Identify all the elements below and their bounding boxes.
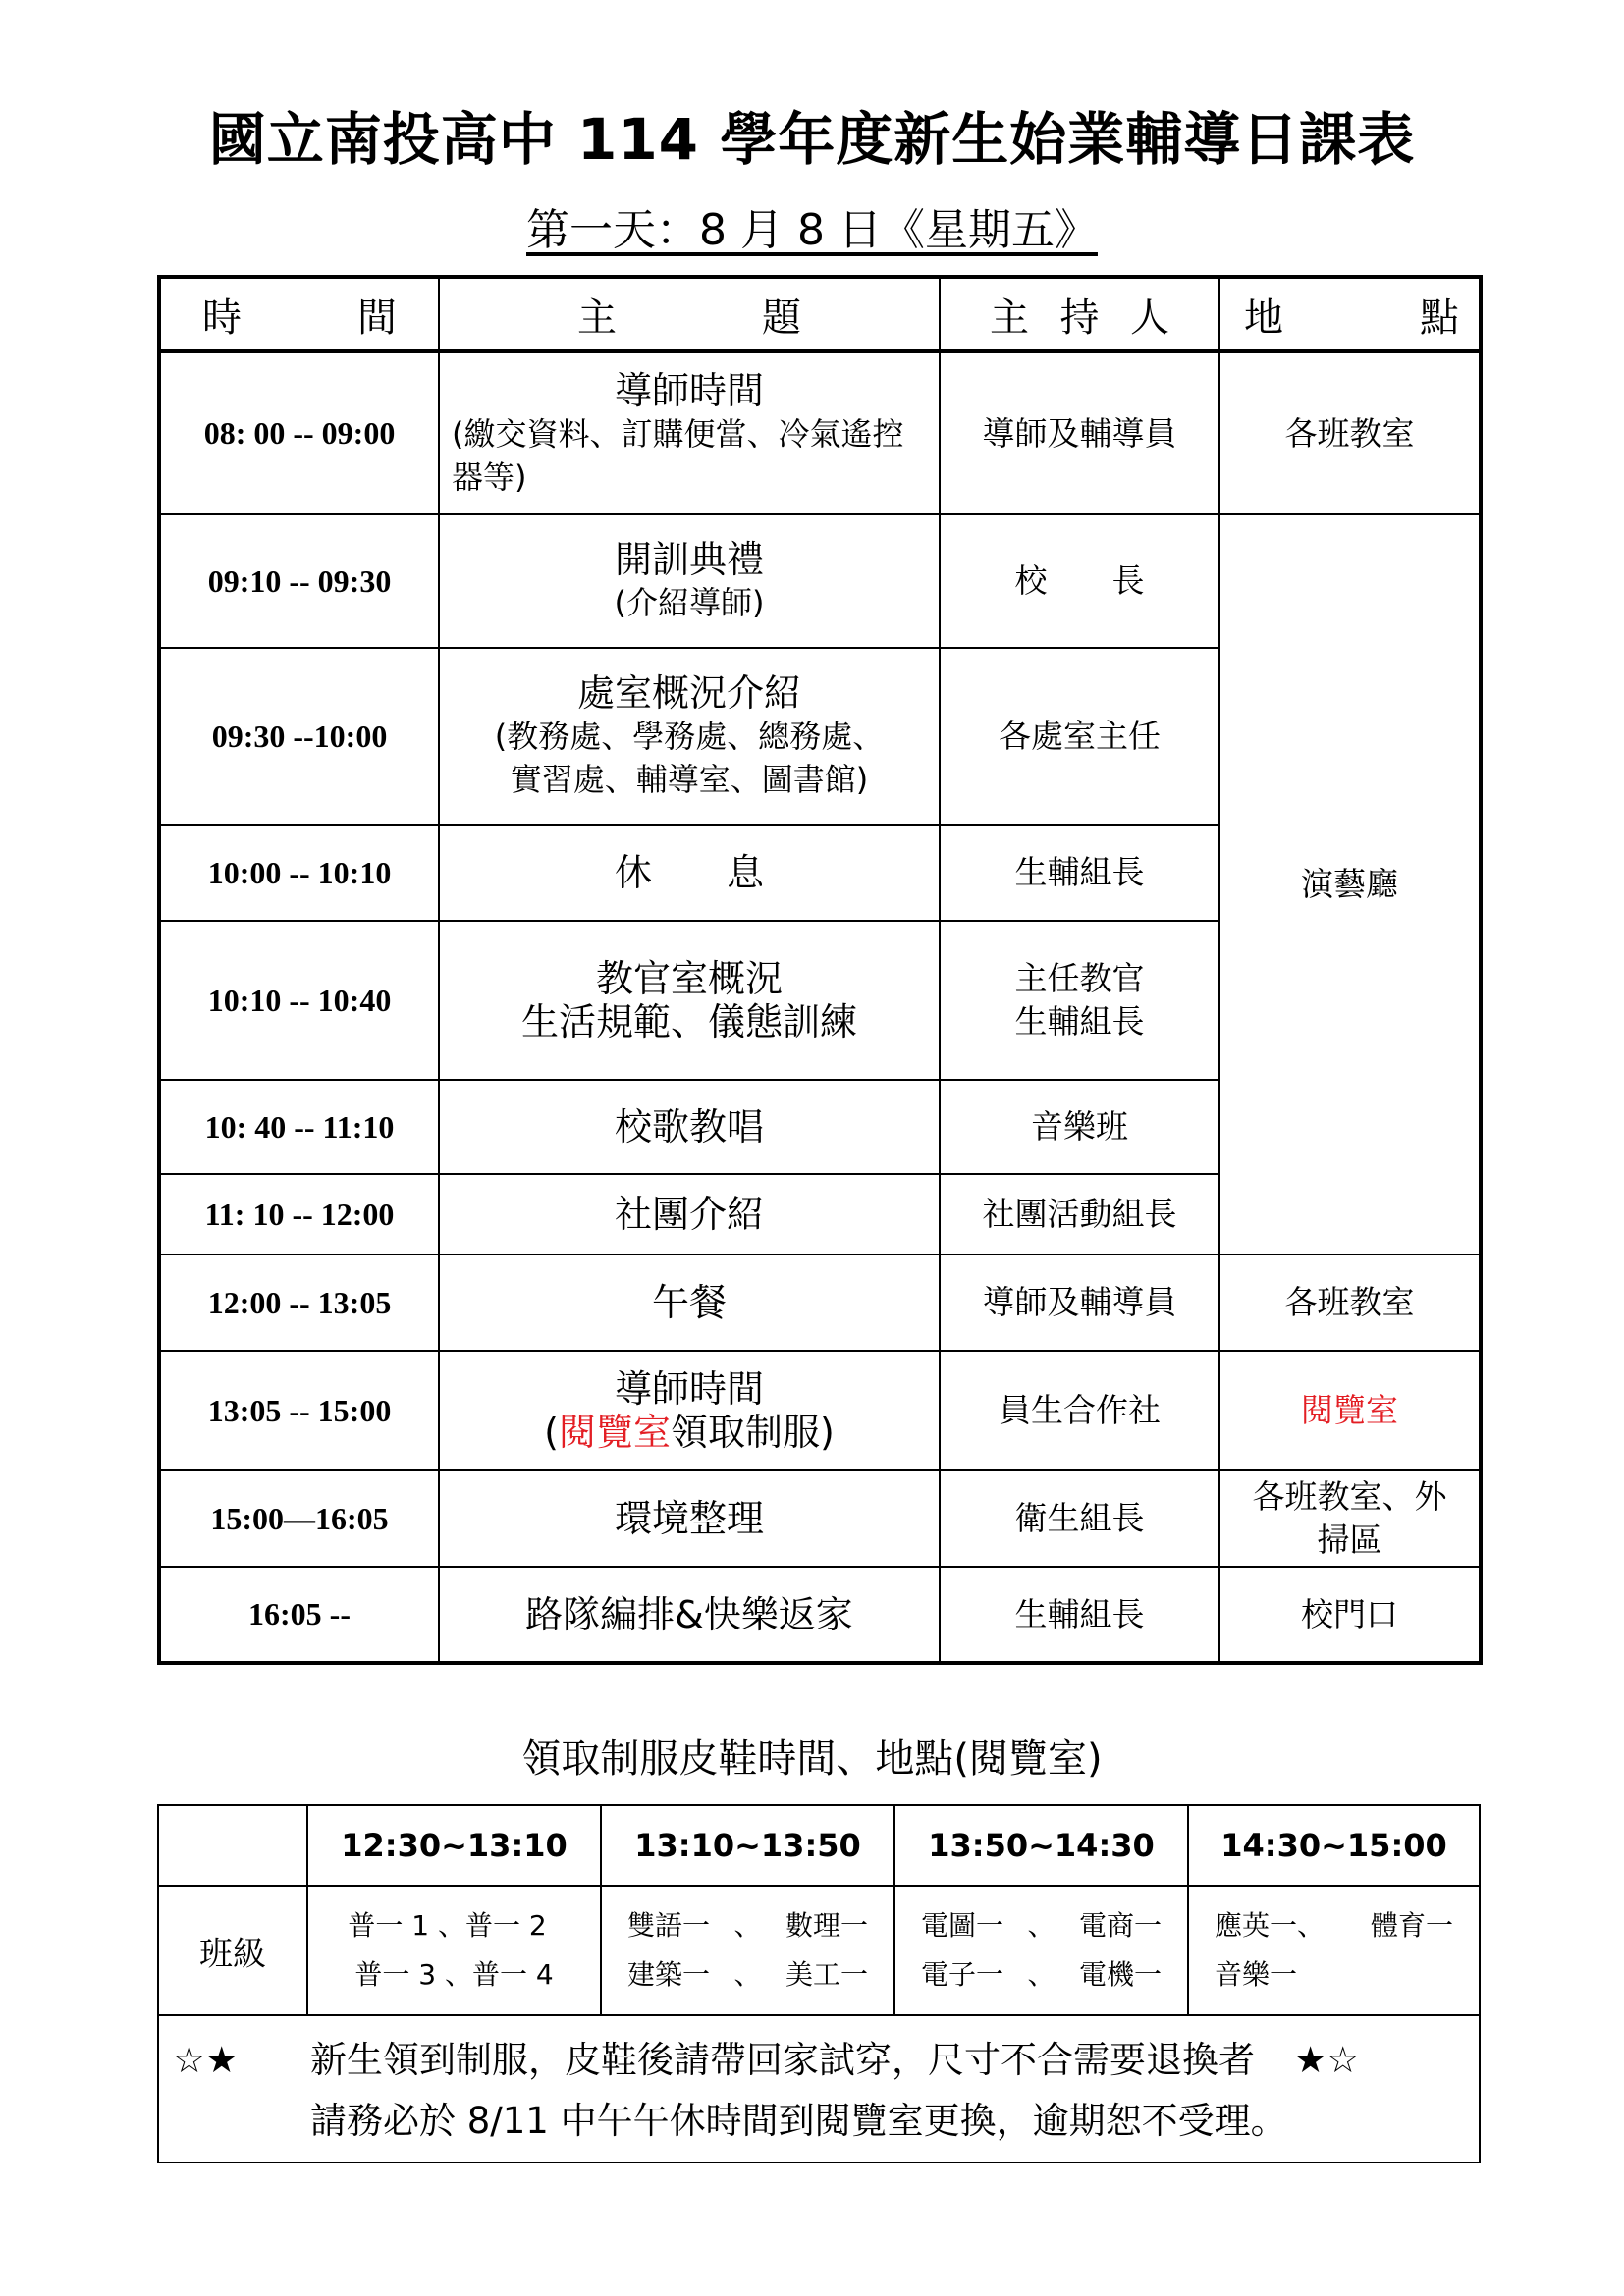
row-time: 09:10 -- 09:30: [159, 514, 439, 648]
table-row: [159, 351, 1481, 514]
row-place: 演藝廳: [1219, 514, 1481, 1255]
row-topic: 環境整理: [439, 1470, 940, 1567]
table-row: [159, 1470, 1481, 1567]
row-topic: 處室概況介紹 (教務處、學務處、總務處、實習處、輔導室、圖書館): [439, 648, 940, 825]
notice-line-2: 請務必於 8/11 中午午休時間到閱覽室更換，逾期恕不受理。: [310, 2100, 1287, 2142]
row-topic: 路隊編排&快樂返家: [439, 1567, 940, 1663]
row-time: 10:10 -- 10:40: [159, 921, 439, 1080]
row-host: 社團活動組長: [940, 1174, 1219, 1255]
row-time: 08: 00 -- 09:00: [159, 351, 439, 514]
table-row: [159, 1255, 1481, 1351]
row-topic: 午餐: [439, 1255, 940, 1351]
row-topic: 導師時間 (閱覽室領取制服): [439, 1351, 940, 1470]
class-cell: 雙語一 、 數理一 建築一 、 美工一: [601, 1886, 894, 2015]
table-row: [159, 514, 1481, 648]
row-host: 主任教官 生輔組長: [940, 921, 1219, 1080]
row-topic: 教官室概況 生活規範、儀態訓練: [439, 921, 940, 1080]
notice-line-1: 新生領到制服，皮鞋後請帶回家試穿，尺寸不合需要退換者: [310, 2039, 1255, 2081]
row-label: 班級: [158, 1886, 307, 2015]
row-host: 音樂班: [940, 1080, 1219, 1174]
star-icon: ☆★: [173, 2039, 239, 2081]
time-slot: 13:50~14:30: [894, 1805, 1188, 1886]
row-time: 13:05 -- 15:00: [159, 1351, 439, 1470]
schedule-table: [157, 275, 1483, 1665]
row-host: 衛生組長: [940, 1470, 1219, 1567]
class-row: [158, 1886, 1480, 2015]
header-host: 主 持 人: [940, 277, 1219, 351]
reading-room-highlight: 閱覽室: [558, 1411, 671, 1454]
row-time: 12:00 -- 13:05: [159, 1255, 439, 1351]
uniform-pickup-table: [157, 1804, 1481, 2163]
row-host: 員生合作社: [940, 1351, 1219, 1470]
row-time: 16:05 --: [159, 1567, 439, 1663]
row-host: 生輔組長: [940, 825, 1219, 921]
row-time: 10: 40 -- 11:10: [159, 1080, 439, 1174]
corner-cell: [158, 1805, 307, 1886]
slot-header-row: [158, 1805, 1480, 1886]
row-place: 各班教室、外掃區: [1219, 1470, 1481, 1567]
row-host: 導師及輔導員: [940, 1255, 1219, 1351]
table-row: [159, 1351, 1481, 1470]
day-subtitle: 第一天：8 月 8 日《星期五》: [526, 205, 1098, 255]
time-slot: 12:30~13:10: [307, 1805, 601, 1886]
row-topic: 社團介紹: [439, 1174, 940, 1255]
row-place: 校門口: [1219, 1567, 1481, 1663]
uniform-section-title: 領取制服皮鞋時間、地點(閱覽室): [521, 1736, 1103, 1782]
schedule-header-row: [159, 277, 1481, 351]
notice-cell: [158, 2015, 1480, 2163]
page-title: 國立南投高中 114 學年度新生始業輔導日課表: [208, 106, 1416, 173]
row-time: 10:00 -- 10:10: [159, 825, 439, 921]
row-topic: 開訓典禮 (介紹導師): [439, 514, 940, 648]
row-host: 生輔組長: [940, 1567, 1219, 1663]
notice-row: [158, 2015, 1480, 2163]
row-time: 09:30 --10:00: [159, 648, 439, 825]
row-time: 11: 10 -- 12:00: [159, 1174, 439, 1255]
class-cell: 電圖一 、 電商一 電子一 、 電機一: [894, 1886, 1188, 2015]
time-slot: 14:30~15:00: [1188, 1805, 1480, 1886]
row-place: 閱覽室: [1219, 1351, 1481, 1470]
star-icon: ★☆: [1294, 2039, 1360, 2081]
row-topic: 導師時間 (繳交資料、訂購便當、冷氣遙控器等): [439, 351, 940, 514]
row-host: 校 長: [940, 514, 1219, 648]
header-topic: 主 題: [439, 277, 940, 351]
table-row: [159, 1567, 1481, 1663]
row-host: 各處室主任: [940, 648, 1219, 825]
class-cell: 應英一、 體育一 音樂一: [1188, 1886, 1480, 2015]
row-time: 15:00—16:05: [159, 1470, 439, 1567]
header-place: 地 點: [1219, 277, 1481, 351]
row-topic: 休 息: [439, 825, 940, 921]
header-time: 時 間: [159, 277, 439, 351]
class-cell: 普一 1 、普一 2 普一 3 、普一 4: [307, 1886, 601, 2015]
row-host: 導師及輔導員: [940, 351, 1219, 514]
row-topic: 校歌教唱: [439, 1080, 940, 1174]
time-slot: 13:10~13:50: [601, 1805, 894, 1886]
row-place: 各班教室: [1219, 1255, 1481, 1351]
row-place: 各班教室: [1219, 351, 1481, 514]
